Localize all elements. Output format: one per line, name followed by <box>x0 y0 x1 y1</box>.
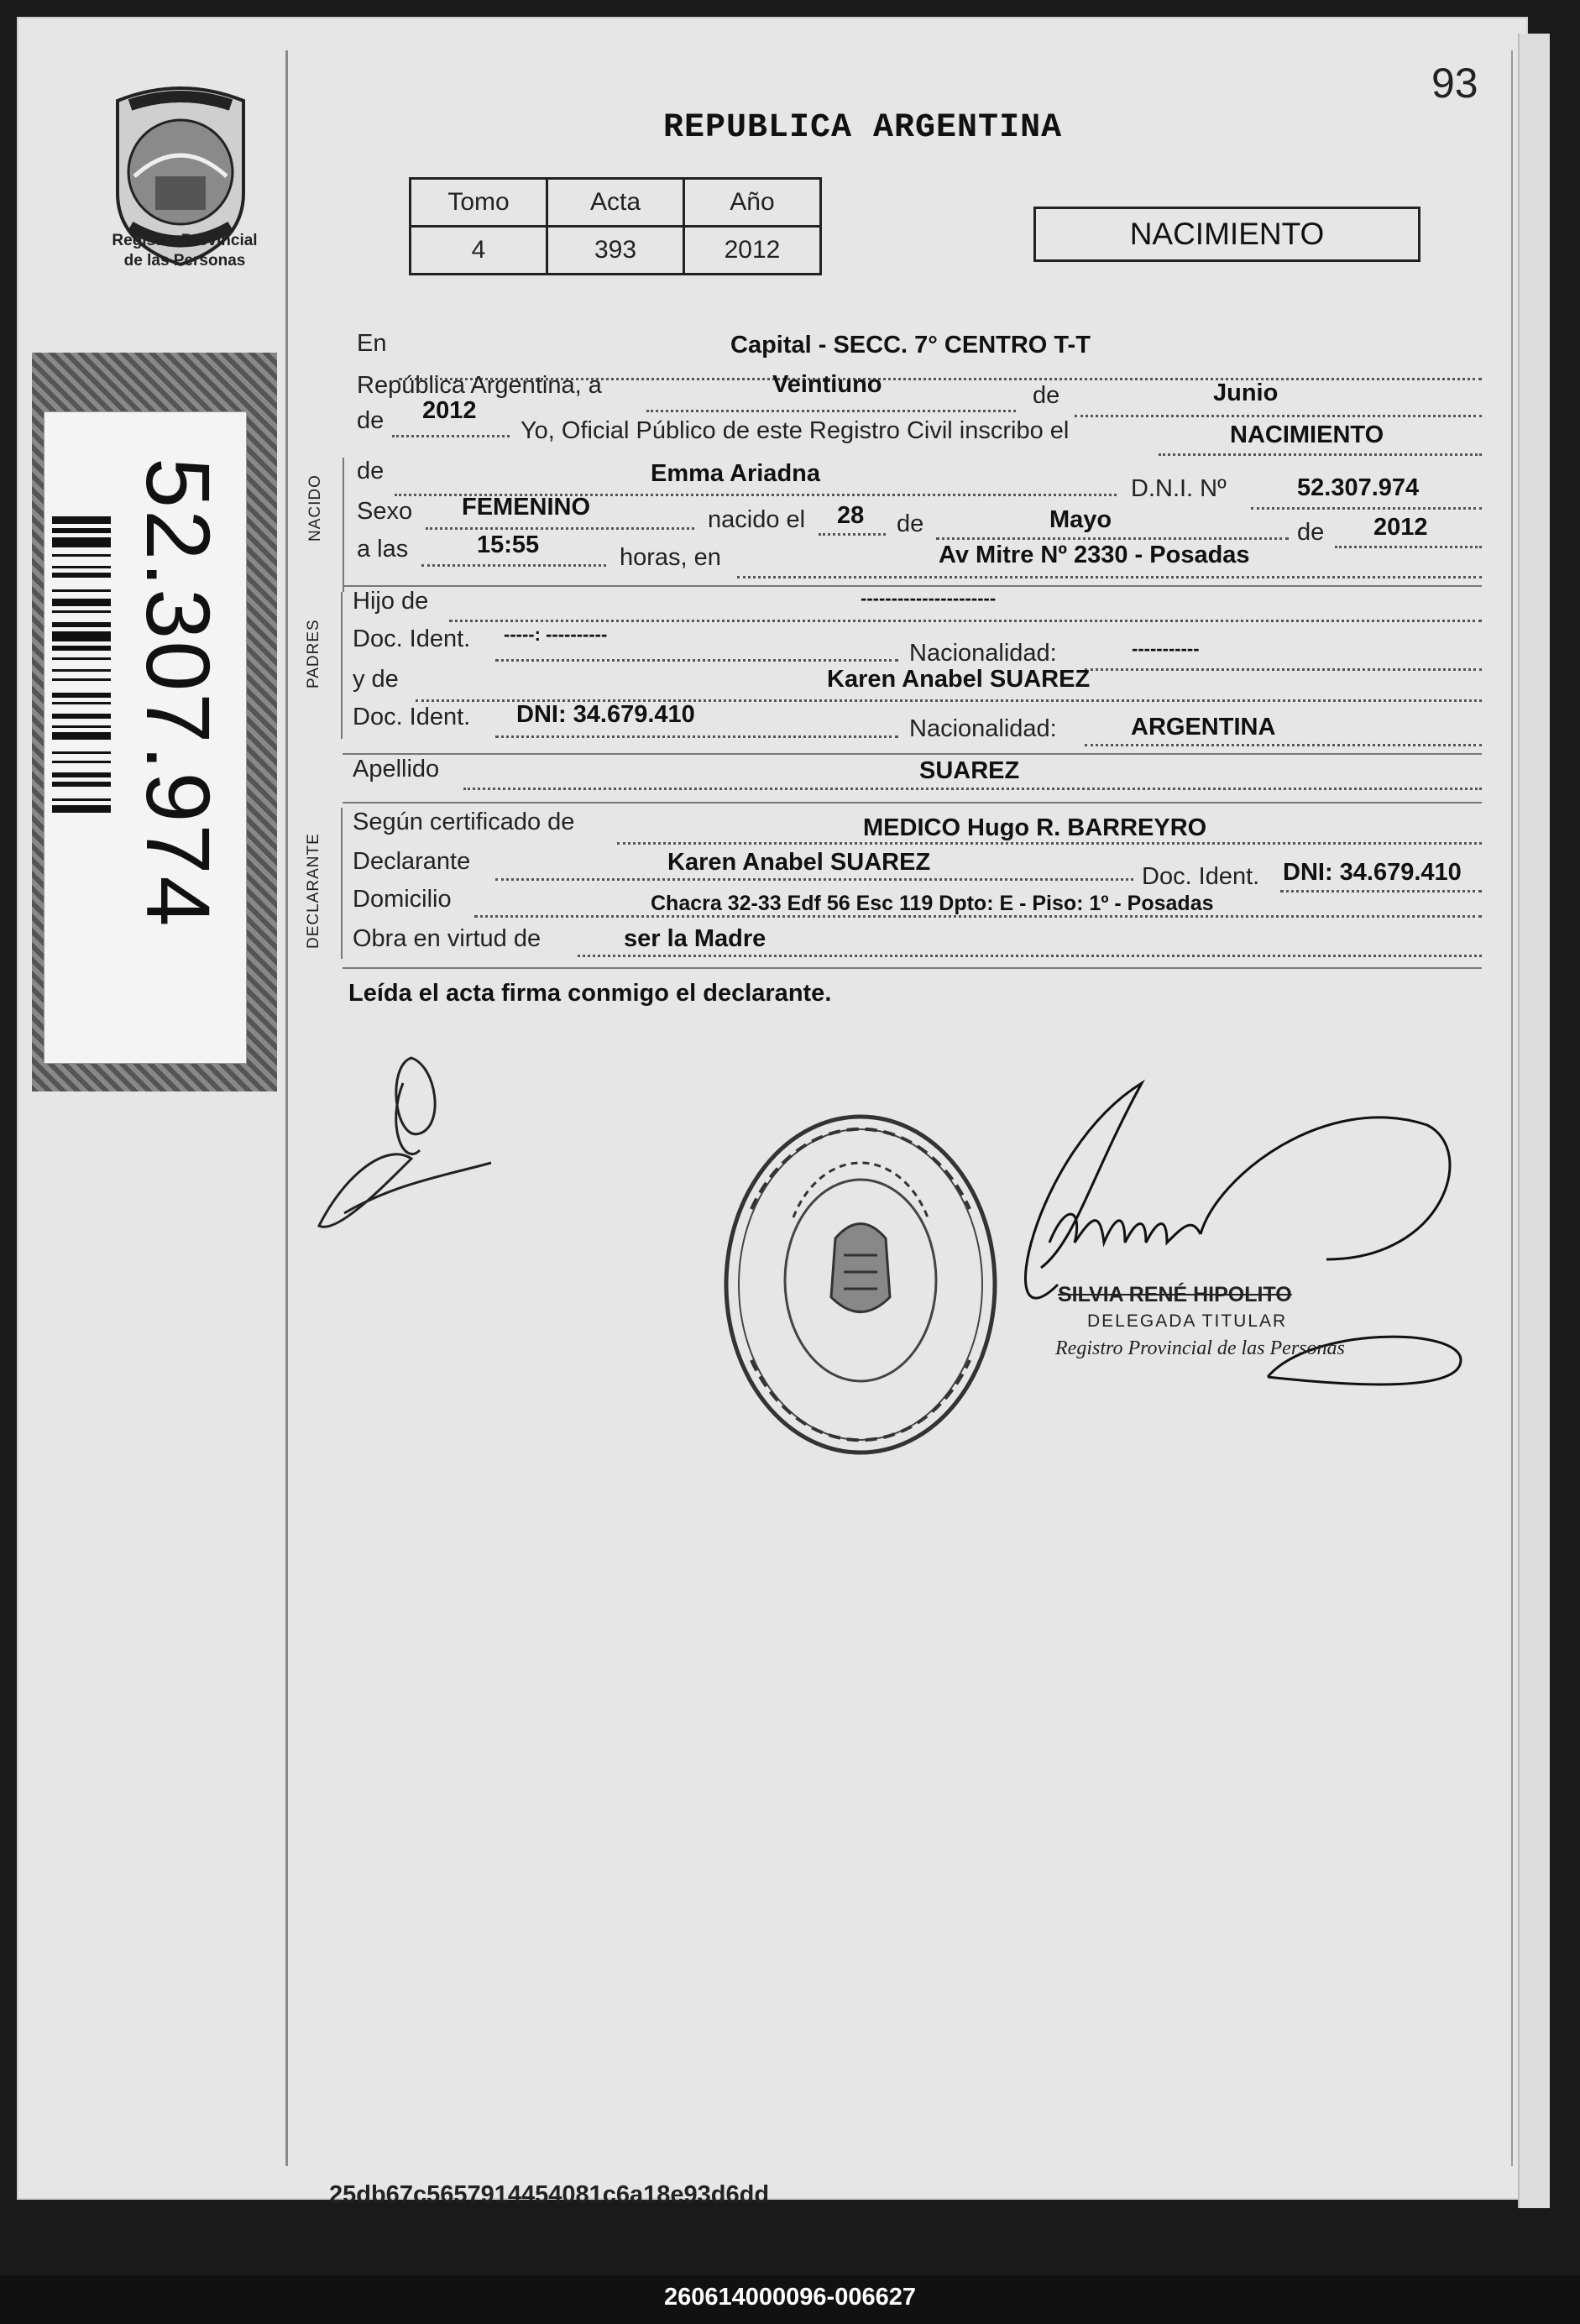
sexo-value: FEMENINO <box>462 494 591 521</box>
official-name: SILVIA RENÉ HIPOLITO <box>1058 1283 1292 1306</box>
barcode-dni-text: 52.307.974 <box>128 458 229 929</box>
day-value: Veintiuno <box>772 371 882 398</box>
certificado-dots <box>617 842 1482 845</box>
acta-header: Acta <box>547 179 684 227</box>
document-hash: 25db67c5657914454081c6a18e93d6dd <box>329 2181 770 2208</box>
registro-round-stamp-icon <box>718 1108 1003 1469</box>
hijo-de-label: Hijo de <box>353 588 429 615</box>
apellido-dots <box>463 788 1482 790</box>
birth-year-value: 2012 <box>1373 514 1428 541</box>
nacido-rule <box>344 585 1482 587</box>
dni-dots <box>1251 507 1482 510</box>
padres-rule <box>343 753 1482 755</box>
padres-section-bar <box>341 592 343 739</box>
time-value: 15:55 <box>477 531 540 558</box>
nac1-value: ----------- <box>1132 638 1200 659</box>
domicilio-label: Domicilio <box>353 886 452 913</box>
month-value: Junio <box>1213 379 1279 406</box>
official-office: Registro Provincial de las Personas <box>1055 1337 1345 1359</box>
inscribo-value: NACIMIENTO <box>1230 421 1384 448</box>
document-id: 260614000096-006627 <box>664 2284 916 2311</box>
dni-value: 52.307.974 <box>1297 474 1420 501</box>
certificado-label: Según certificado de <box>353 809 575 835</box>
doc-ident-dots <box>1280 890 1482 892</box>
place-value: Av Mitre Nº 2330 - Posadas <box>939 542 1250 568</box>
hijo-dots <box>449 620 1482 622</box>
doc1-value: -----: ---------- <box>504 624 608 645</box>
sexo-dots <box>426 527 694 530</box>
tomo-table-header-row <box>411 179 821 227</box>
inscribo-dots <box>1159 453 1482 456</box>
year-value: 2012 <box>422 397 477 424</box>
birth-year-dots <box>1335 546 1482 548</box>
tomo-header: Tomo <box>411 179 547 227</box>
year-prefix-label: de <box>357 407 385 434</box>
en-value: Capital - SECC. 7° CENTRO T-T <box>730 332 1091 359</box>
doc-ident-value: DNI: 34.679.410 <box>1283 859 1462 886</box>
birth-day-value: 28 <box>837 502 865 529</box>
registro-label-line1: Registro Provincial <box>112 232 258 249</box>
nac2-dots <box>1085 744 1482 746</box>
apellido-label: Apellido <box>353 756 440 783</box>
sexo-label: Sexo <box>357 498 413 525</box>
time-dots <box>421 564 606 567</box>
tomo-table-value-row <box>411 227 821 275</box>
declarant-signature-icon <box>311 1049 504 1243</box>
doc2-label: Doc. Ident. <box>353 704 471 730</box>
official-signature-icon <box>991 1075 1478 1411</box>
declarante-section-bar <box>341 808 343 959</box>
nac1-label: Nacionalidad: <box>909 640 1057 667</box>
nac1-dots <box>1085 668 1482 671</box>
de-month-label: de <box>1033 382 1060 409</box>
a-las-label: a las <box>357 536 409 563</box>
nacido-section-label: NACIDO <box>306 474 324 542</box>
obra-value: ser la Madre <box>624 925 766 952</box>
nacido-section-bar <box>343 458 344 592</box>
declarante-value: Karen Anabel SUAREZ <box>667 849 931 876</box>
firma-statement: Leída el acta firma conmigo el declarante. <box>348 980 832 1007</box>
page-number: 93 <box>1431 60 1478 107</box>
place-dots <box>737 576 1482 578</box>
birth-de-year-label: de <box>1297 519 1325 546</box>
hijo-value: ---------------------- <box>861 588 997 609</box>
declarante-dots <box>495 878 1133 881</box>
barcode-dni-number <box>97 458 248 1045</box>
registro-label-line2: de las Personas <box>123 252 246 270</box>
nac2-label: Nacionalidad: <box>909 715 1057 742</box>
doc1-label: Doc. Ident. <box>353 625 471 652</box>
declarante-section-label: DECLARANTE <box>305 833 322 949</box>
horas-label: horas, en <box>620 544 721 571</box>
birth-de-label: de <box>897 510 924 537</box>
right-margin-rule <box>1511 50 1513 2166</box>
left-margin-rule <box>285 50 288 2166</box>
year-dots <box>392 435 510 437</box>
doc-ident-label: Doc. Ident. <box>1142 863 1260 890</box>
apellido-rule <box>343 802 1482 803</box>
republica-label: República Argentina, a <box>357 372 602 399</box>
acta-value: 393 <box>547 227 684 275</box>
birth-month-dots <box>936 537 1289 540</box>
month-dots <box>1075 415 1482 417</box>
domicilio-value: Chacra 32-33 Edf 56 Esc 119 Dpto: E - Piso: 1º - Posadas <box>651 892 1214 915</box>
document-title: REPUBLICA ARGENTINA <box>663 109 1063 147</box>
certificado-value: MEDICO Hugo R. BARREYRO <box>863 814 1207 841</box>
declarante-rule <box>343 967 1482 969</box>
nacido-de-label: de <box>357 458 385 484</box>
paper-edge <box>1518 34 1550 2208</box>
record-type-box: NACIMIENTO <box>1033 207 1420 262</box>
oficial-text: Yo, Oficial Público de este Registro Civil inscribo el <box>521 417 1070 444</box>
anio-header: Año <box>684 179 821 227</box>
y-de-label: y de <box>353 666 399 693</box>
day-dots <box>646 410 1016 412</box>
nacido-el-label: nacido el <box>708 506 806 533</box>
obra-label: Obra en virtud de <box>353 925 541 952</box>
name-value: Emma Ariadna <box>651 460 820 487</box>
birth-month-value: Mayo <box>1049 506 1112 533</box>
nac2-value: ARGENTINA <box>1131 714 1276 741</box>
obra-dots <box>578 955 1482 957</box>
birth-day-dots <box>819 533 886 536</box>
doc2-dots <box>495 735 898 738</box>
madre-value: Karen Anabel SUAREZ <box>827 666 1091 693</box>
official-role: DELEGADA TITULAR <box>1087 1311 1288 1331</box>
anio-value: 2012 <box>684 227 821 275</box>
doc2-value: DNI: 34.679.410 <box>516 701 695 728</box>
en-label: En <box>357 330 387 357</box>
doc1-dots <box>495 659 898 662</box>
dni-label: D.N.I. Nº <box>1131 475 1227 502</box>
apellido-value: SUAREZ <box>919 757 1020 784</box>
registro-provincial-label <box>59 231 311 271</box>
declarante-label: Declarante <box>353 848 471 875</box>
tomo-value: 4 <box>411 227 547 275</box>
padres-section-label: PADRES <box>305 619 322 688</box>
tomo-acta-table <box>409 177 822 275</box>
